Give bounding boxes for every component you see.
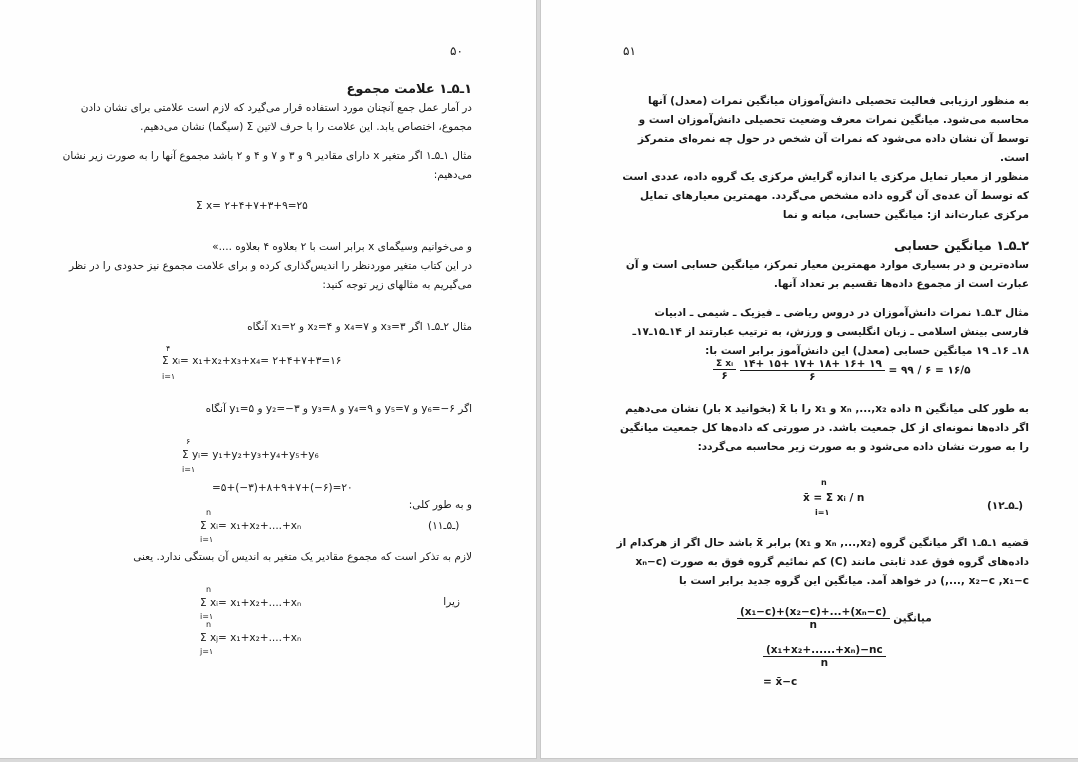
- equation: Σ xᵢ= x₁+x₂+....+xₙ: [200, 597, 302, 609]
- paragraph: به منظور ارزیابی فعالیت تحصیلی دانش‌آموزان میانگین نمرات (معدل) آنها محاسبه می‌شود. میانگین نمرات معرف وضعیت تحصیلی دانش‌آموزان است و توسط آن نشان داده می‌شود که نمرات آن شخص در حول چه نمره‌ای متمرکز است.: [637, 95, 1029, 164]
- equation: Σ yᵢ= y₁+y₂+y₃+y₄+y₅+y₆: [182, 449, 319, 461]
- xbar-formula: x̄ = Σ xᵢ / n: [803, 492, 865, 504]
- example-text: مثال ۳ـ۵ـ۱ نمرات دانش‌آموزان در دروس ریاضی ـ فیزیک ـ شیمی ـ ادبیات فارسی بینش اسلامی ـ زبان انگلیسی و ورزش، به ترتیب عبارتند از ۱۴ـ۱۵ـ۱۷ـ ۱۸ـ ۱۶ـ ۱۹ میانگین حسابی (معدل) این دانش‌آموز برابر است با:: [632, 307, 1029, 357]
- example-text: مثال ۱ـ۵ـ۱ اگر متغیر x دارای مقادیر ۹ و ۳ و ۷ و ۴ و ۲ باشد مجموع آنها را به صورت زیر نشان می‌دهیم:: [62, 150, 472, 181]
- fraction-den: n: [820, 657, 829, 669]
- sum-lower: i=۱: [200, 612, 214, 621]
- fraction-sum: Σ xᵢ: [713, 359, 736, 370]
- fraction-num: (x₁−c)+(x₂−c)+...+(xₙ−c): [737, 606, 890, 619]
- sum-lower: i=۱: [162, 372, 176, 381]
- because-block: [400, 593, 460, 612]
- theorem-text: قضیه ۱ـ۵ـ۱ اگر میانگین گروه (xₙ ,...,x₂ و x₁) برابر x̄ باشد حال اگر از هرکدام از داده‌های گروه فوق عدد ثابتی مانند (C) کم نمائیم گروه فوق به صورت (xₙ−c ,..., x₂−c ,x₁−c) در خواهد آمد. میانگین این گروه جدید برابر است با: [616, 537, 1029, 587]
- left-page-text-2: [60, 238, 472, 295]
- paragraph: و می‌خوانیم وسیگمای x برابر است با ۲ بعلاوه ۴ بعلاوه ....»: [212, 241, 472, 253]
- paragraph: در این کتاب متغیر موردنظر را اندیس‌گذاری کرده و برای علامت مجموع نیز حدودی را در نظر می‌گیریم به مثالهای زیر توجه کنید:: [69, 260, 472, 291]
- example-block-2: [60, 400, 472, 419]
- fraction: [740, 358, 885, 383]
- paragraph: اگر ۶−=y₆ و ۷=y₅ و ۹=y₄ و ۸=y₃ و ۳−=y₂ و ۵=y₁ آنگاه: [205, 403, 472, 415]
- equation-number: (۱ـ۵ـ۲): [987, 500, 1024, 512]
- theorem-block: [615, 534, 1029, 591]
- fraction: [763, 644, 886, 669]
- sum-lower: i=۱: [815, 508, 830, 517]
- note-block: [60, 548, 472, 567]
- right-page-text: [615, 92, 1029, 361]
- page-number: ۵۱: [623, 44, 636, 58]
- sum-upper: n: [206, 620, 212, 629]
- example-text: مثال ۲ـ۵ـ۱ اگر ۳=x₃ و ۷=x₄ و ۴=x₂ و ۲=x₁ آنگاه: [247, 321, 472, 333]
- paragraph: منظور از معیار تمایل مرکزی یا اندازه گرایش مرکزی یک گروه داده، عددی است که توسط آن عده‌ی آن گروه داده مشخص می‌گردد. مهمترین معیارهای تمایل مرکزی عبارت‌اند از: میانگین حسابی، میانه و نما: [622, 171, 1029, 221]
- theorem-formula: [737, 606, 932, 631]
- result: = ۹۹ / ۶ = ۱۶/۵: [888, 364, 971, 377]
- left-page-text: [60, 82, 472, 185]
- sum-lower: j=۱: [200, 647, 214, 656]
- theorem-result: = x̄−c: [763, 676, 798, 688]
- fraction-den: n: [809, 619, 817, 631]
- example-block: [60, 318, 472, 337]
- sum-lower: i=۱: [200, 535, 214, 544]
- fraction-den: ۶: [809, 371, 816, 383]
- section-heading: ۲ـ۵ـ۱ میانگین حسابی: [894, 239, 1029, 254]
- fraction-num: (x₁+x₂+......+xₙ)−nc: [763, 644, 886, 657]
- mean-formula: [713, 358, 971, 383]
- left-page: [0, 0, 536, 758]
- paragraph: و به طور کلی:: [408, 499, 472, 511]
- fraction-den: ۶: [721, 370, 728, 382]
- equation: Σ xᵢ= x₁+x₂+x₃+x₄= ۲+۴+۷+۳=۱۶: [162, 355, 342, 367]
- fraction: [737, 606, 890, 631]
- equation-number: (۱ـ۵ـ۱): [428, 520, 460, 532]
- paragraph: لازم به تذکر است که مجموع مقادیر یک متغیر به اندیس آن بستگی ندارد. یعنی: [133, 551, 472, 563]
- sum-upper: n: [206, 585, 212, 594]
- page-number: ۵۰: [450, 44, 463, 58]
- sum-upper: ۴: [166, 344, 171, 353]
- sum-upper: ۶: [186, 437, 191, 446]
- theorem-formula-2: [763, 644, 886, 669]
- mean-label: میانگین: [893, 612, 932, 625]
- right-page: [541, 0, 1078, 758]
- paragraph: ساده‌ترین و در بسیاری موارد مهمترین معیار تمرکز، میانگین حسابی است و آن عبارت است از مجموع داده‌ها تقسیم بر تعداد آنها.: [625, 259, 1029, 290]
- right-page-text-2: [615, 400, 1029, 457]
- section-heading: ۱ـ۵ـ۱ علامت مجموع: [346, 82, 472, 97]
- equation: Σ xⱼ= x₁+x₂+....+xₙ: [200, 632, 302, 644]
- sum-upper: n: [821, 478, 827, 487]
- sum-lower: i=۱: [182, 465, 196, 474]
- fraction: [713, 359, 736, 382]
- fraction-num: ۱۴+ ۱۵+ ۱۷+ ۱۸+ ۱۶+ ۱۹: [740, 358, 885, 371]
- sum-upper: n: [206, 508, 212, 517]
- equation: Σ xᵢ= x₁+x₂+....+xₙ: [200, 520, 302, 532]
- paragraph: در آمار عمل جمع آنچنان مورد استفاده قرار می‌گیرد که لازم است علامتی برای نشان دادن مجموع، اختصاص یابد. این علامت را با حرف لاتین Σ (سیگما) نشان می‌دهیم.: [80, 102, 472, 133]
- general-block: [60, 496, 472, 515]
- paragraph: به طور کلی میانگین n داده xₙ ,...,x₂ و x₁ را با x̄ (بخوانید x بار) نشان می‌دهیم اگر داده‌ها نمونه‌ای از کل جمعیت باشد. در صورتی که داده‌ها کل جمعیت میانگین را به صورت نشان داده می‌شود و به صورت زیر محاسبه می‌گردد:: [620, 403, 1029, 453]
- equation: Σ x= ۲+۴+۷+۳+۹=۲۵: [196, 200, 308, 212]
- paragraph: زیرا: [443, 596, 460, 608]
- equation: =۵+(−۳)+۸+۹+۷+(−۶)=۲۰: [212, 482, 353, 494]
